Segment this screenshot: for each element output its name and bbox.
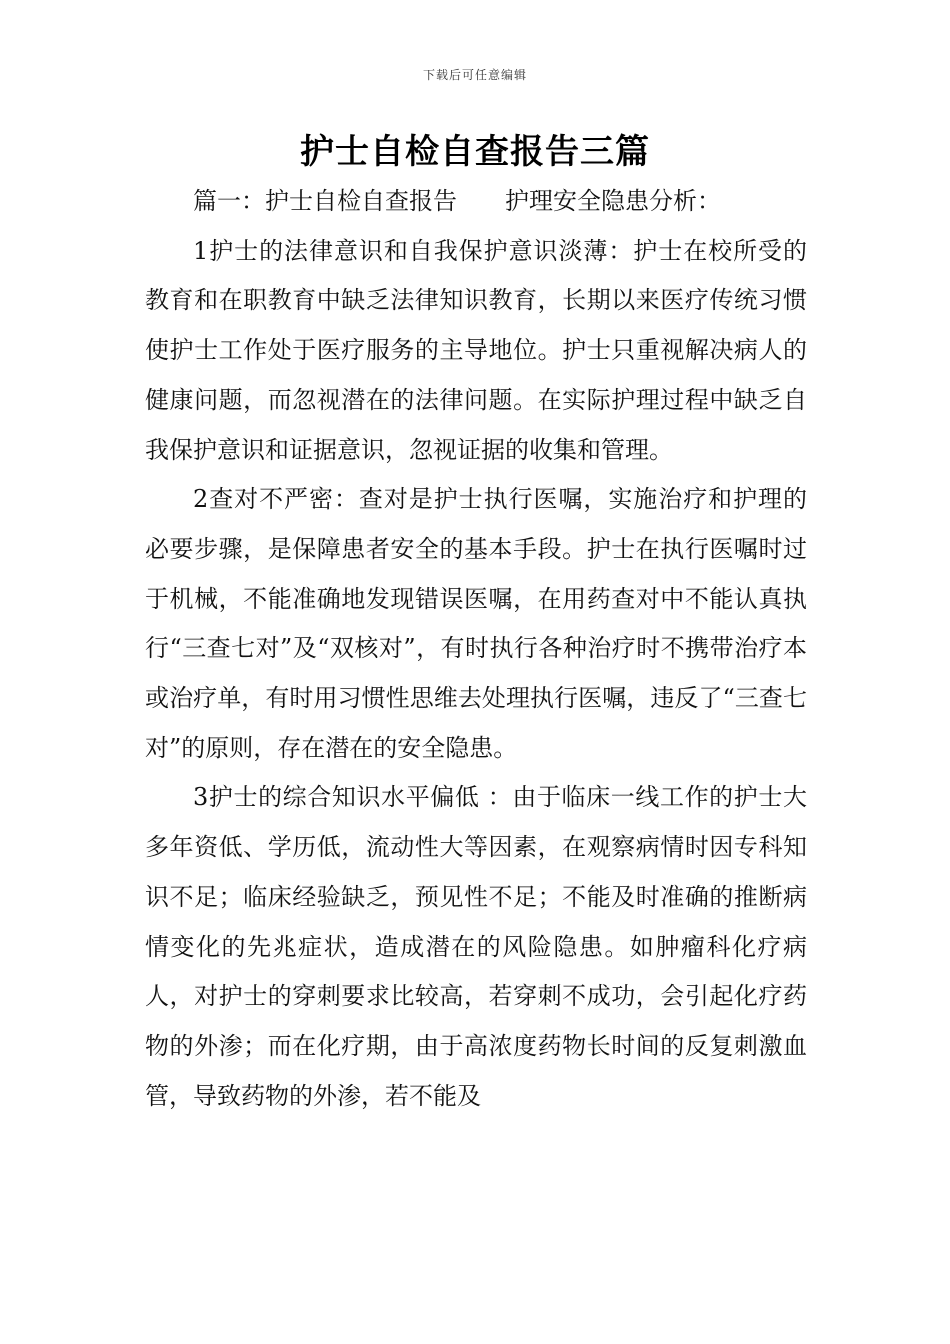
paragraph-1: 1护士的法律意识和自我保护意识淡薄：护士在校所受的教育和在职教育中缺乏法律知识教育，长期以来医疗传统习惯使护士工作处于医疗服务的主导地位。护士只重视解决病人的健康问题，而忽视潜在的法律问题。在实际护理过程中缺乏自我保护意识和证据意识，忽视证据的收集和管理。: [145, 236, 807, 464]
intro-section-heading: 篇一：护士自检自查报告: [193, 187, 457, 215]
document-body: [145, 177, 807, 1121]
intro-subheading: 护理安全隐患分析：: [505, 187, 721, 215]
header-note: 下载后可任意编辑: [422, 68, 527, 82]
intro-line: [145, 177, 807, 227]
paragraph-3: 3护士的综合知识水平偏低 ：由于临床一线工作的护士大多年资低、学历低，流动性大等因素，在观察病情时因专科知识不足；临床经验缺乏，预见性不足；不能及时准确的推断病情变化的先兆症状，造成潜在的风险隐患。如肿瘤科化疗病人，对护士的穿刺要求比较高，若穿刺不成功，会引起化疗药物的外渗；而在化疗期，由于高浓度药物长时间的反复刺激血管，导致药物的外渗，若不能及: [145, 783, 807, 1110]
paragraph-2: 2查对不严密：查对是护士执行医嘱，实施治疗和护理的必要步骤，是保障患者安全的基本手段。护士在执行医嘱时过于机械，不能准确地发现错误医嘱，在用药查对中不能认真执行“三查七对”及“双核对”，有时执行各种治疗时不携带治疗本或治疗单，有时用习惯性思维去处理执行医嘱，违反了“三查七对”的原则，存在潜在的安全隐患。: [145, 485, 807, 762]
document-title: 护士自检自查报告三篇: [300, 132, 650, 172]
